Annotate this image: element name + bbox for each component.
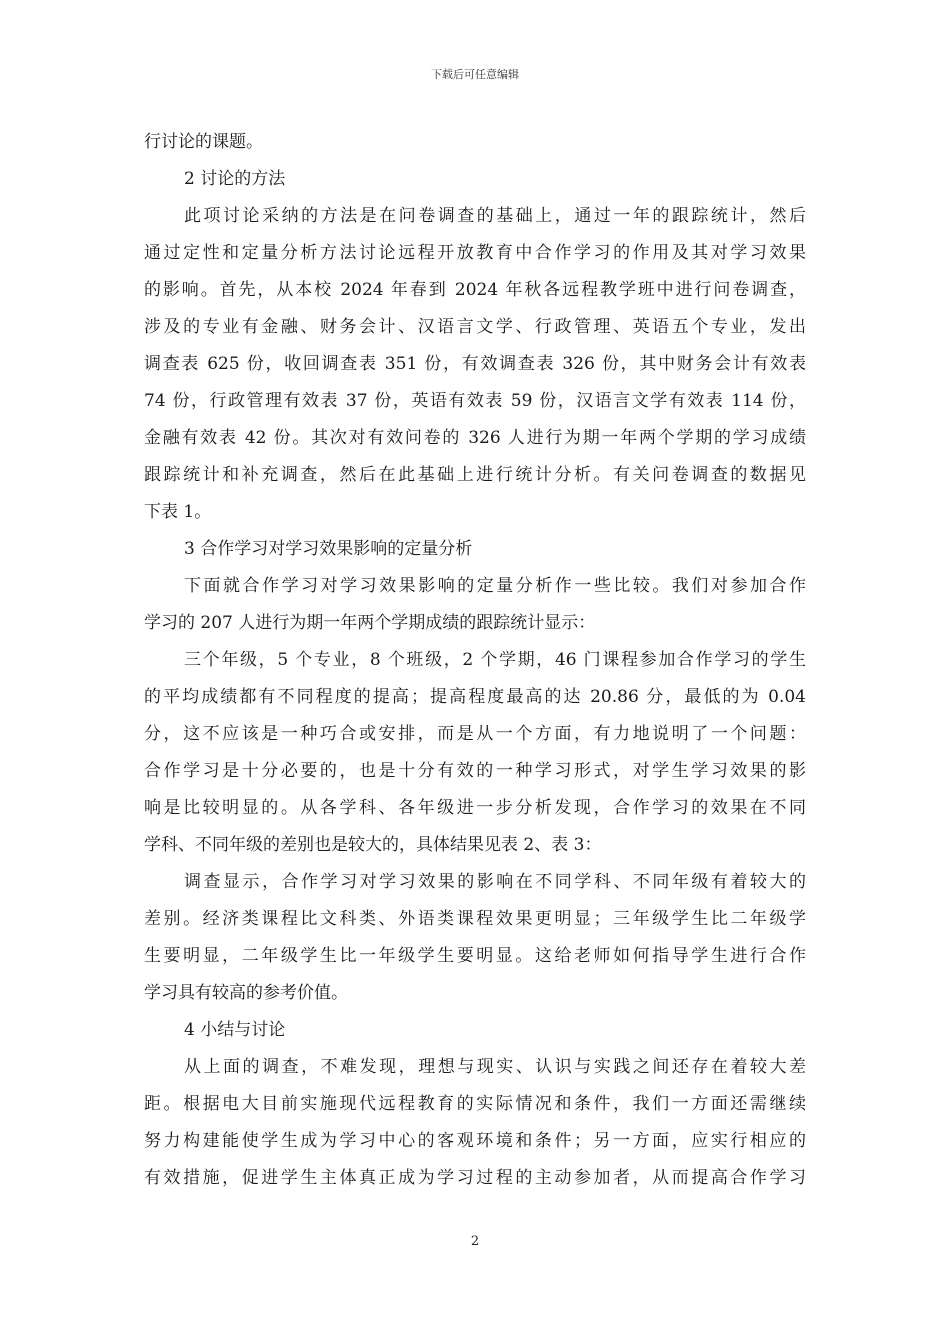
page-number: 2 — [470, 1234, 480, 1249]
text-line: 合作学习是十分必要的，也是十分有效的一种学习形式，对学生学习效果的影 — [144, 761, 806, 781]
text-line: 差别。经济类课程比文科类、外语类课程效果更明显；三年级学生比二年级学 — [144, 909, 806, 929]
text-line: 距。根据电大目前实施现代远程教育的实际情况和条件，我们一方面还需继续 — [144, 1094, 806, 1114]
text-line: 此项讨论采纳的方法是在问卷调查的基础上，通过一年的跟踪统计，然后 — [184, 206, 806, 226]
section-heading: 4 小结与讨论 — [184, 1020, 286, 1040]
text-line: 涉及的专业有金融、财务会计、汉语言文学、行政管理、英语五个专业，发出 — [144, 317, 806, 337]
text-line: 的影响。首先，从本校 2024 年春到 2024 年秋各远程教学班中进行问卷调查， — [144, 280, 806, 300]
section-heading: 2 讨论的方法 — [184, 169, 286, 189]
text-line: 跟踪统计和补充调查，然后在此基础上进行统计分析。有关问卷调查的数据见 — [144, 465, 806, 485]
document-body — [144, 124, 806, 1197]
text-line: 行讨论的课题。 — [144, 132, 263, 152]
text-line: 学科、不同年级的差别也是较大的，具体结果见表 2、表 3： — [144, 835, 602, 855]
text-line: 下面就合作学习对学习效果影响的定量分析作一些比较。我们对参加合作 — [184, 576, 806, 596]
text-line: 三个年级，5 个专业，8 个班级，2 个学期，46 门课程参加合作学习的学生 — [184, 650, 806, 670]
section-heading: 3 合作学习对学习效果影响的定量分析 — [184, 539, 473, 559]
text-line: 学习的 207 人进行为期一年两个学期成绩的跟踪统计显示： — [144, 613, 596, 633]
text-line: 的平均成绩都有不同程度的提高；提高程度最高的达 20.86 分，最低的为 0.04 — [144, 687, 806, 707]
text-line: 响是比较明显的。从各学科、各年级进一步分析发现，合作学习的效果在不同 — [144, 798, 806, 818]
page-header: 下载后可任意编辑 — [431, 68, 519, 81]
text-line: 生要明显，二年级学生比一年级学生要明显。这给老师如何指导学生进行合作 — [144, 946, 806, 966]
text-line: 调查显示，合作学习对学习效果的影响在不同学科、不同年级有着较大的 — [184, 872, 806, 892]
text-line: 努力构建能使学生成为学习中心的客观环境和条件；另一方面，应实行相应的 — [144, 1131, 806, 1151]
text-line: 74 份，行政管理有效表 37 份，英语有效表 59 份，汉语言文学有效表 114 份， — [144, 391, 806, 411]
text-line: 学习具有较高的参考价值。 — [144, 983, 348, 1003]
text-line: 分，这不应该是一种巧合或安排，而是从一个方面，有力地说明了一个问题： — [144, 724, 806, 744]
text-line: 从上面的调查，不难发现，理想与现实、认识与实践之间还存在着较大差 — [184, 1057, 806, 1077]
text-line: 有效措施，促进学生主体真正成为学习过程的主动参加者，从而提高合作学习 — [144, 1168, 806, 1188]
text-line: 通过定性和定量分析方法讨论远程开放教育中合作学习的作用及其对学习效果 — [144, 243, 806, 263]
text-line: 调查表 625 份，收回调查表 351 份，有效调查表 326 份，其中财务会计有效表 — [144, 354, 806, 374]
text-line: 下表 1。 — [144, 502, 212, 522]
text-line: 金融有效表 42 份。其次对有效问卷的 326 人进行为期一年两个学期的学习成绩 — [144, 428, 806, 448]
